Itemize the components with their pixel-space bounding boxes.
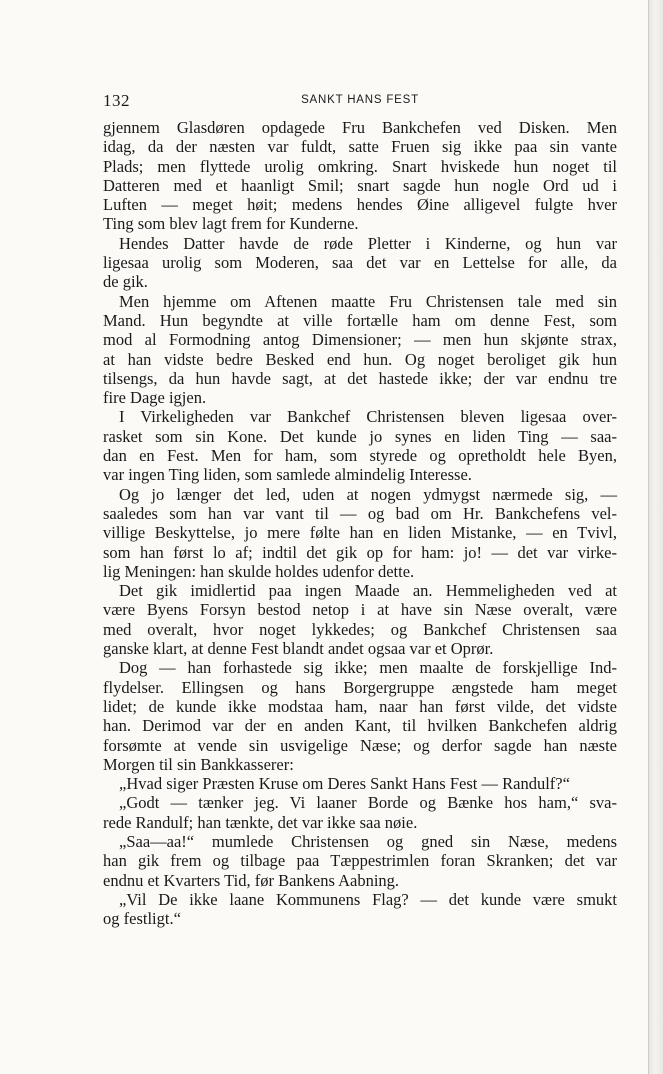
text-line: „Hvad siger Præsten Kruse om Deres Sankt Hans Fest — Randulf?“ [119, 774, 570, 794]
text-line: lidet; de kunde ikke modstaa ham, naar han først vilde, det vidste [103, 696, 617, 716]
text-line: med overalt, hvor noget lykkedes; og Bankchef Christensen saa [103, 619, 617, 639]
text-line: forsømte at vende sin usvigelige Næse; og derfor sagde han næste [103, 735, 617, 755]
text-line: dan en Fest. Men for ham, som styrede og opretholdt hele Byen, [103, 446, 617, 466]
paragraph [103, 774, 617, 793]
text-line: fire Dage igjen. [103, 388, 207, 408]
text-line: I Virkeligheden var Bankchef Christensen bleven ligesaa over- [119, 407, 617, 427]
page-number: 132 [103, 91, 130, 110]
text-line: flydelser. Ellingsen og hans Borgergruppe ængstede ham meget [103, 677, 617, 697]
paragraph [103, 292, 617, 408]
paragraph [103, 407, 617, 484]
text-line: Morgen til sin Bankkasserer: [103, 754, 294, 774]
paragraph [103, 234, 617, 292]
text-line: rasket som sin Kone. Det kunde jo synes en liden Ting — saa- [103, 426, 617, 446]
running-head [103, 88, 617, 116]
text-line: „Vil De ikke laane Kommunens Flag? — det kunde være smukt [119, 889, 617, 909]
text-line: være Byens Forsyn bestod netop i at have sin Næse overalt, være [103, 600, 617, 620]
text-line: Plads; men flyttede urolig omkring. Snart hviskede hun noget til [103, 156, 617, 176]
text-line: Men hjemme om Aftenen maatte Fru Christensen tale med sin [119, 291, 617, 311]
text-line: Det gik imidlertid paa ingen Maade an. Hemmeligheden ved at [119, 581, 617, 601]
body-text [103, 118, 617, 928]
text-line: tilsengs, da hun havde sagt, at det hastede ikke; der var endnu tre [103, 368, 617, 388]
text-line: Hendes Datter havde de røde Pletter i Kinderne, og hun var [119, 233, 617, 253]
paragraph [103, 832, 617, 890]
paragraph [103, 890, 617, 929]
text-line: Og jo længer det led, uden at nogen ydmygst nærmede sig, — [119, 484, 617, 504]
text-line: gjennem Glasdøren opdagede Fru Bankchefen ved Disken. Men [103, 118, 617, 137]
text-line: Mand. Hun begyndte at ville fortælle ham om denne Fest, som [103, 310, 617, 330]
text-line: og festligt.“ [103, 909, 181, 929]
text-line: at han vidste bedre Besked end hun. Og noget beroliget gik hun [103, 349, 617, 369]
text-line: Ting som blev lagt frem for Kunderne. [103, 214, 359, 234]
paragraph [103, 118, 617, 234]
text-line: Dog — han forhastede sig ikke; men maalte de forskjellige Ind- [119, 658, 617, 678]
text-line: de gik. [103, 272, 148, 292]
text-line: var ingen Ting liden, som samlede almindelig Interesse. [103, 465, 472, 485]
text-line: saaledes som han var vant til — og bad om Hr. Bankchefens vel- [103, 503, 617, 523]
text-line: ligesaa urolig som Moderen, saa det var en Lettelse for alle, da [103, 253, 617, 273]
page-edge [648, 0, 663, 1074]
paragraph [103, 581, 617, 658]
text-line: han gik frem og tilbage paa Tæppestrimlen foran Skranken; det var [103, 851, 617, 871]
text-line: som han først lo af; indtil det gik op for ham: jo! — det var virke- [103, 542, 617, 562]
text-line: rede Randulf; han tænkte, det var ikke saa nøie. [103, 812, 418, 832]
text-line: lig Meningen: han skulde holdes udenfor dette. [103, 561, 415, 581]
text-line: villige Beskyttelse, jo mere følte han en liden Mistanke, — en Tvivl, [103, 523, 617, 543]
text-line: han. Derimod var der en anden Kant, til hvilken Bankchefen aldrig [103, 716, 617, 736]
text-line: mod al Formodning antog Dimensioner; — men hun skjønte strax, [103, 330, 617, 350]
text-line: endnu et Kvarters Tid, før Bankens Aabning. [103, 870, 400, 890]
paragraph [103, 485, 617, 581]
text-line: Luften — meget høit; medens hendes Øine alligevel fulgte hver [103, 195, 617, 215]
text-line: idag, da der næsten var fuldt, satte Fruen sig ikke paa sin vante [103, 137, 617, 157]
paragraph [103, 793, 617, 832]
paragraph [103, 658, 617, 774]
text-line: ganske klart, at denne Fest blandt andet ogsaa var et Oprør. [103, 639, 494, 659]
text-line: „Godt — tænker jeg. Vi laaner Borde og Bænke hos ham,“ sva- [119, 793, 617, 813]
text-line: „Saa—aa!“ mumlede Christensen og gned sin Næse, medens [119, 831, 617, 851]
running-title: SANKT HANS FEST [301, 94, 419, 106]
text-line: Datteren med et haanligt Smil; snart sagde hun nogle Ord ud i [103, 175, 617, 195]
